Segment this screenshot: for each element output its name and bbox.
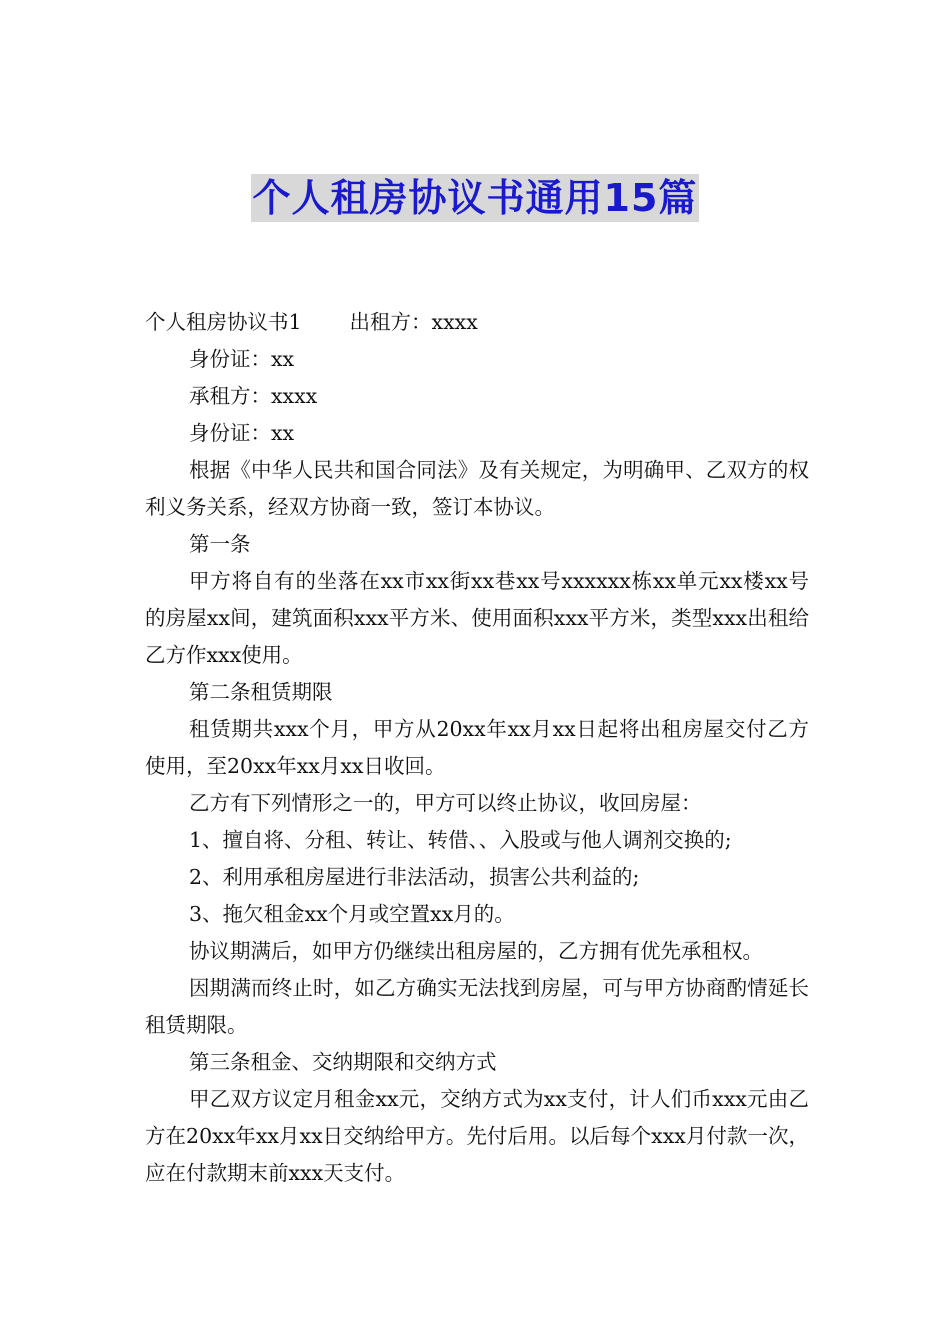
- condition-item-3: 3、拖欠租金xx个月或空置xx月的。: [189, 902, 515, 926]
- condition-item-1: 1、擅自将、分租、转让、转借、、入股或与他人调剂交换的;: [189, 828, 732, 852]
- lessor-id-line: 身份证：xx: [189, 347, 295, 371]
- article-2-body: 租赁期共xxx个月，甲方从20xx年xx月xx日起将出租房屋交付乙方使用，至20xx年xx月xx日收回。: [145, 717, 809, 778]
- header-line: [145, 304, 809, 341]
- title-container: [0, 174, 950, 222]
- extension-paragraph: 因期满而终止时，如乙方确实无法找到房屋，可与甲方协商酌情延长租赁期限。: [145, 976, 809, 1037]
- condition-item-2: 2、利用承租房屋进行非法活动，损害公共利益的;: [189, 865, 640, 889]
- article-3-body: 甲乙双方议定月租金xx元，交纳方式为xx支付，计人们币xxx元由乙方在20xx年xx月xx日交纳给甲方。先付后用。以后每个xxx月付款一次，应在付款期末前xxx天支付。: [145, 1087, 809, 1185]
- document-title: 个人租房协议书通用15篇: [252, 176, 698, 220]
- article-1-body: 甲方将自有的坐落在xx市xx街xx巷xx号xxxxxx栋xx单元xx楼xx号的房屋xx间，建筑面积xxx平方米、使用面积xxx平方米，类型xxx出租给乙方作xxx使用。: [145, 569, 809, 667]
- lessee-line: 承租方：xxxx: [189, 384, 318, 408]
- lessor-line: 出租方：xxxx: [349, 310, 478, 334]
- article-2-title: 第二条租赁期限: [189, 680, 333, 704]
- agreement-heading: 个人租房协议书1: [145, 310, 302, 334]
- lessee-id-line: 身份证：xx: [189, 421, 295, 445]
- document-body: [145, 304, 809, 1192]
- termination-conditions-intro: 乙方有下列情形之一的，甲方可以终止协议，收回房屋：: [189, 791, 702, 815]
- intro-paragraph: 根据《中华人民共和国合同法》及有关规定，为明确甲、乙双方的权利义务关系，经双方协商一致，签订本协议。: [145, 458, 809, 519]
- priority-paragraph: 协议期满后，如甲方仍继续出租房屋的，乙方拥有优先承租权。: [189, 939, 763, 963]
- article-1-title: 第一条: [189, 532, 251, 556]
- article-3-title: 第三条租金、交纳期限和交纳方式: [189, 1050, 497, 1074]
